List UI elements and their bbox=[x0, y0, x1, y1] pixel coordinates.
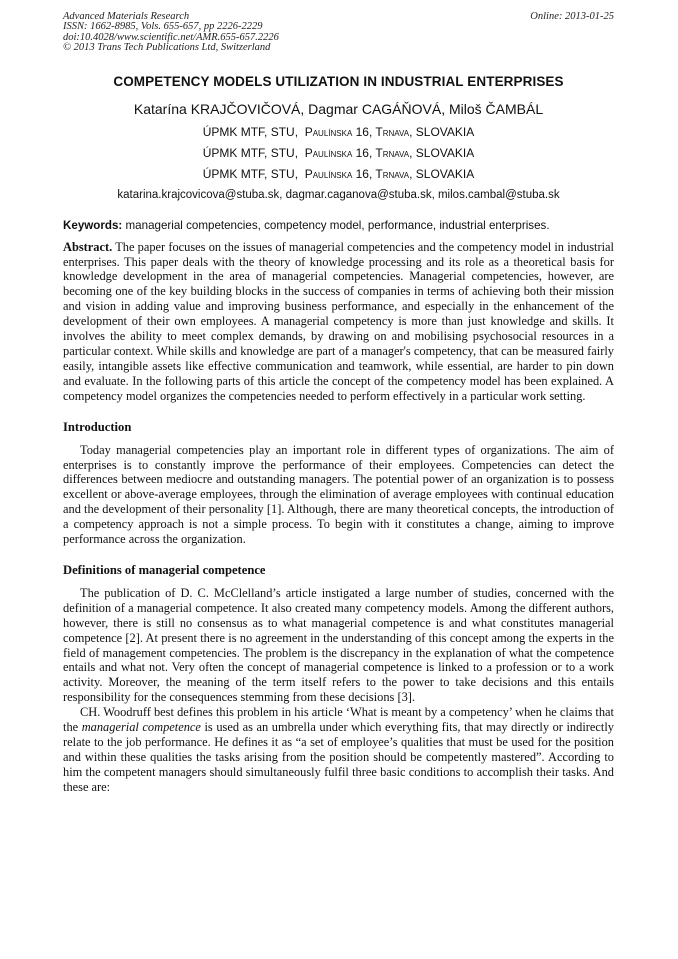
definitions-emphasis: managerial competence bbox=[81, 720, 201, 735]
affiliation-1 bbox=[63, 122, 614, 143]
abstract bbox=[63, 240, 614, 404]
section-title-introduction: Introduction bbox=[63, 419, 132, 434]
keywords bbox=[63, 218, 614, 233]
journal-doi: doi:10.4028/www.scientific.net/AMR.655-657.2226 bbox=[63, 31, 279, 43]
introduction-paragraph: Today managerial competencies play an important role in different types of organizations. The aim of enterprises is to constantly improve the performance of their employees. Competencies can detect the differences between mediocre and outstanding managers. The potential power of an organization is to possess excellent or above-average employees, through the elimination of average employees with continual education and the development of their personality [1]. Although, there are many theoretical concepts, the introduction of a competency approach is not a simple process. To begin with it constitutes a change, aiming to improve performance across the organization. bbox=[63, 442, 614, 547]
paper-title: COMPETENCY MODELS UTILIZATION IN INDUSTRIAL ENTERPRISES bbox=[113, 73, 564, 89]
author-emails: katarina.krajcovicova@stuba.sk, dagmar.caganova@stuba.sk, milos.cambal@stuba.sk bbox=[117, 188, 560, 201]
paper-authors: Katarína KRAJČOVIČOVÁ, Dagmar CAGÁŇOVÁ, Miloš ČAMBÁL bbox=[133, 100, 544, 117]
affiliation-3 bbox=[63, 164, 614, 185]
definitions-paragraph-2-start: CH. Woodruff best defines this problem in his article ‘What is meant by a competency’ when he claims that the bbox=[63, 705, 614, 735]
keywords-label: Keywords: bbox=[63, 218, 123, 232]
affiliation-org: ÚPMK MTF, STU, bbox=[202, 145, 299, 160]
affiliation-org: ÚPMK MTF, STU, bbox=[202, 166, 299, 181]
journal-header bbox=[63, 12, 614, 54]
section-title-definitions: Definitions of managerial competence bbox=[63, 562, 266, 577]
affiliations bbox=[63, 122, 614, 205]
journal-issn: ISSN: 1662-8985, Vols. 655-657, pp 2226-2229 bbox=[63, 21, 263, 33]
online-date: Online: 2013-01-25 bbox=[530, 11, 614, 22]
journal-copyright: © 2013 Trans Tech Publications Ltd, Switzerland bbox=[63, 42, 271, 54]
affiliation-2 bbox=[63, 143, 614, 164]
journal-name: Advanced Materials Research bbox=[63, 11, 190, 22]
abstract-label: Abstract. bbox=[63, 239, 113, 254]
affiliation-address: Paulínska 16, Trnava, SLOVAKIA bbox=[304, 124, 475, 139]
affiliation-address: Paulínska 16, Trnava, SLOVAKIA bbox=[304, 166, 475, 181]
definitions-paragraph-2-end: is used as an umbrella under which everything fits, that may directly or indirectly relate to the job performance. He defines it as “a set of employee’s qualities that must be used for the position and within these qualities the tasks arising from the position should be competently mastered”. According to him the competent managers should simultaneously fulfil three basic conditions to accomplish their tasks. And these are: bbox=[63, 720, 614, 794]
affiliation-address: Paulínska 16, Trnava, SLOVAKIA bbox=[304, 145, 475, 160]
definitions-paragraph-2 bbox=[63, 705, 614, 794]
abstract-text: The paper focuses on the issues of managerial competencies and the competency model in industrial enterprises. This paper deals with the theory of knowledge processing and its role as a theoretical basis for knowledge development in the area of managerial competencies. Managerial competencies, however, are becoming one of the key building blocks in the success of companies in terms of achieving both their mission and vision in adding value and improving business performance, and especially in the enhancement of the development of their own employees. A managerial competency is more than just knowledge and skills. It involves the ability to meet complex demands, by drawing on and mobilising psychosocial resources in a particular context. While skills and knowledge are part of a manager's competency, that can be measured fairly easily, intangible assets like effective communication and teamwork, while essential, are harder to pin down and evaluate. In the following parts of this article the concept of the competency model has been explained. A competency model organizes the competencies needed to perform effectively in a particular work setting. bbox=[63, 239, 614, 403]
affiliation-org: ÚPMK MTF, STU, bbox=[202, 124, 299, 139]
definitions-paragraph-1: The publication of D. C. McClelland’s article instigated a large number of studies, concerned with the definition of a managerial competence. It also created many competency models. Among the different authors, however, there is still no consensus as to what managerial competence is and what constitutes managerial competence [2]. At present there is no agreement in the understanding of this concept among the experts in the field of management competencies. The problem is the discrepancy in the explanation of what the competence entails and what not. Very often the concept of managerial competence is linked to a profession or to a work activity. Moreover, the meaning of the term itself refers to the power to take decisions and this entails responsibility for the consequences stemming from these decisions [3]. bbox=[63, 585, 614, 705]
keywords-text: managerial competencies, competency model, performance, industrial enterprises. bbox=[125, 218, 550, 232]
